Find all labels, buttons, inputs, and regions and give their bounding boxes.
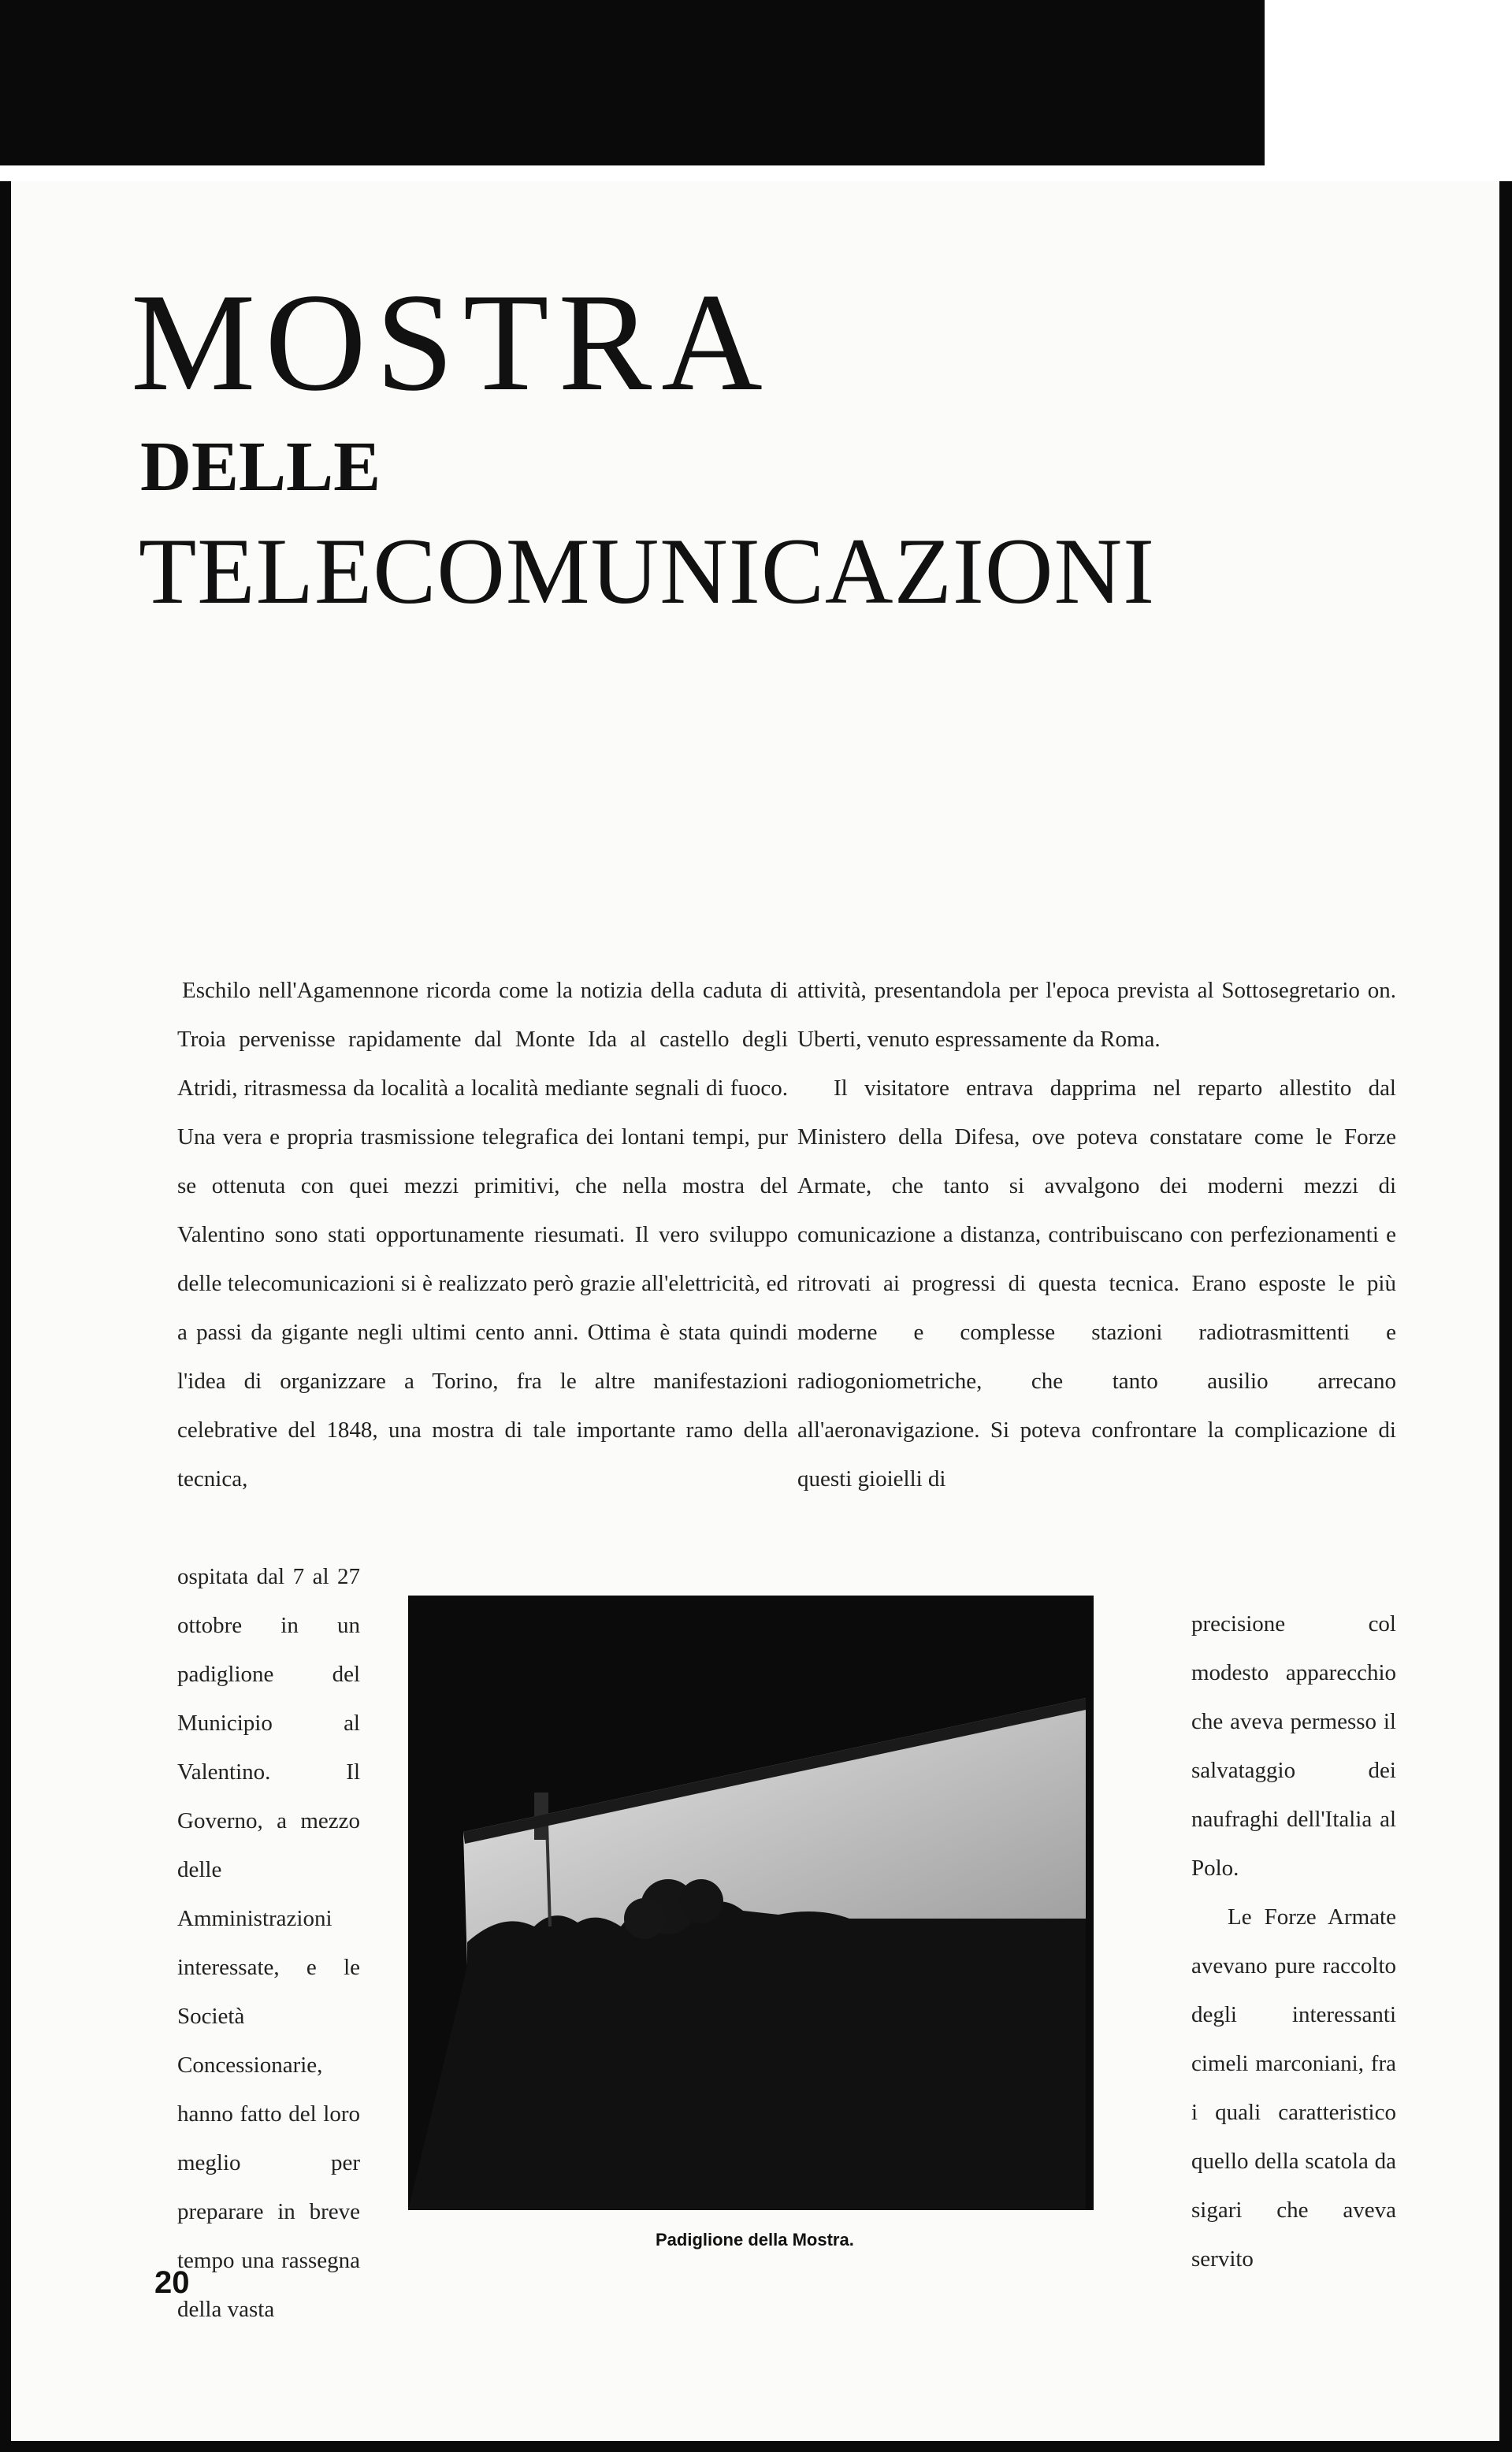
bottom-border — [0, 2441, 1512, 2452]
article-paragraph: Eschilo nell'Agamennone ricorda come la notizia della caduta di Troia pervenisse rapidamente dal Monte Ida al castello degli Atridi, ritrasmessa da località a località mediante segnali di fuoco. Una vera e propria trasmissione telegrafica dei lontani tempi, pur se ottenuta con quei mezzi primitivi, che nella mostra del Valentino sono stati opportunamente riesumati. Il vero sviluppo delle telecomunicazioni si è realizzato però grazie all'elettricità, ed a passi da gigante negli ultimi cento anni. Ottima è stata quindi l'idea di organizzare a Torino, fra le altre manifestazioni celebrative del 1848, una mostra di tale importante ramo della tecnica, — [177, 978, 788, 1492]
photo-caption: Padiglione della Mostra. — [656, 2230, 854, 2250]
article-paragraph: attività, presentandola per l'epoca prevista al Sottosegretario on. Uberti, venuto espressamente da Roma. — [797, 978, 1396, 1052]
top-black-bar — [0, 0, 1265, 165]
article-column-right-narrow — [1191, 1599, 1396, 2283]
article-paragraph: precisione col modesto apparecchio che aveva permesso il salvataggio dei naufraghi dell'Italia al Polo. — [1191, 1611, 1396, 1881]
article-paragraph: Le Forze Armate avevano pure raccolto degli interessanti cimeli marconiani, fra i quali caratteristico quello della scatola da sigari che aveva servito — [1191, 1904, 1396, 2272]
exhibition-pavilion-photo — [408, 1596, 1094, 2210]
title-line-mostra: MOSTRA — [131, 264, 772, 420]
article-column-left — [177, 966, 788, 1503]
title-line-telecomunicazioni: TELECOMUNICAZIONI — [139, 518, 1156, 623]
page-number: 20 — [154, 2265, 190, 2300]
article-column-right — [797, 966, 1396, 1503]
article-column-left-narrow — [177, 1552, 360, 2334]
photo-image — [408, 1596, 1094, 2210]
right-border — [1499, 181, 1512, 2452]
title-line-delle: DELLE — [140, 428, 381, 506]
article-paragraph: Il visitatore entrava dapprima nel reparto allestito dal Ministero della Difesa, ove poteva constatare come le Forze Armate, che tanto si avvalgono dei moderni mezzi di comunicazione a distanza, contribuiscano con perfezionamenti e ritrovati ai progressi di questa tecnica. Erano esposte le più moderne e complesse stazioni radiotrasmittenti e radiogoniometriche, che tanto ausilio arrecano all'aeronavigazione. Si poteva confrontare la complicazione di questi gioielli di — [797, 1076, 1396, 1492]
top-border — [0, 0, 1512, 189]
left-border — [0, 181, 11, 2452]
article-paragraph: ospitata dal 7 al 27 ottobre in un padiglione del Municipio al Valentino. Il Governo, a mezzo delle Amministrazioni interessate, e le Società Concessionarie, hanno fatto del loro meglio per preparare in breve tempo una rassegna della vasta — [177, 1564, 360, 2322]
